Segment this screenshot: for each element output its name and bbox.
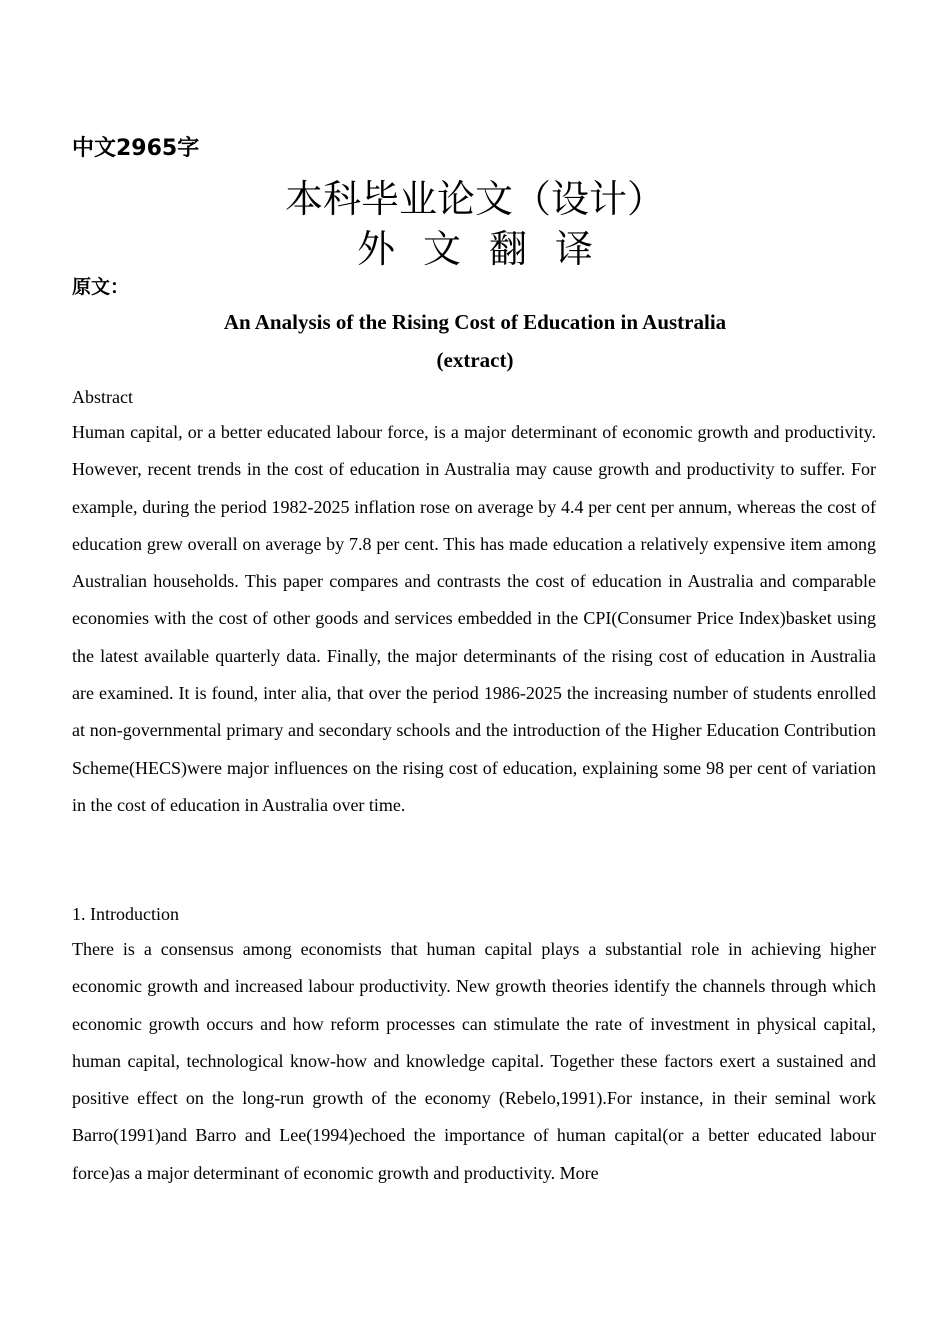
article-title: An Analysis of the Rising Cost of Education in Australia bbox=[223, 310, 727, 334]
abstract-heading: Abstract bbox=[72, 387, 133, 407]
introduction-heading: 1. Introduction bbox=[72, 904, 179, 924]
original-text-label: 原文： bbox=[72, 276, 130, 298]
thesis-title: 本科毕业论文（设计） bbox=[284, 177, 665, 221]
introduction-paragraph: There is a consensus among economists that human capital plays a substantial role in achieving higher economic growth and increased labour productivity. New growth theories identify the channels through which economic growth occurs and how reform processes can stimulate the rate of investment in physical capital, human capital, technological know-how and knowledge capital. Together these factors exert a sustained and positive effect on the long-run growth of the economy (Rebelo,1991).For instance, in their seminal work Barro(1991)and Barro and Lee(1994)echoed the importance of human capital(or a better educated labour force)as a major determinant of economic growth and productivity. More bbox=[72, 939, 876, 1183]
thesis-subtitle: 外文翻译 bbox=[356, 227, 621, 271]
abstract-paragraph: Human capital, or a better educated labour force, is a major determinant of economic growth and productivity. However, recent trends in the cost of education in Australia may cause growth and productivity to suffer. For example, during the period 1982-2025 inflation rose on average by 4.4 per cent per annum, whereas the cost of education grew overall on average by 7.8 per cent. This has made education a relatively expensive item among Australian households. This paper compares and contrasts the cost of education in Australia and comparable economies with the cost of other goods and services embedded in the CPI(Consumer Price Index)basket using the latest available quarterly data. Finally, the major determinants of the rising cost of education in Australia are examined. It is found, inter alia, that over the period 1986-2025 the increasing number of students enrolled at non-governmental primary and secondary schools and the introduction of the Higher Education Contribution Scheme(HECS)were major influences on the rising cost of education, explaining some 98 per cent of variation in the cost of education in Australia over time. bbox=[72, 422, 876, 815]
article-title-extract: (extract) bbox=[436, 348, 514, 372]
word-count-label: 中文2965字 bbox=[72, 136, 200, 161]
